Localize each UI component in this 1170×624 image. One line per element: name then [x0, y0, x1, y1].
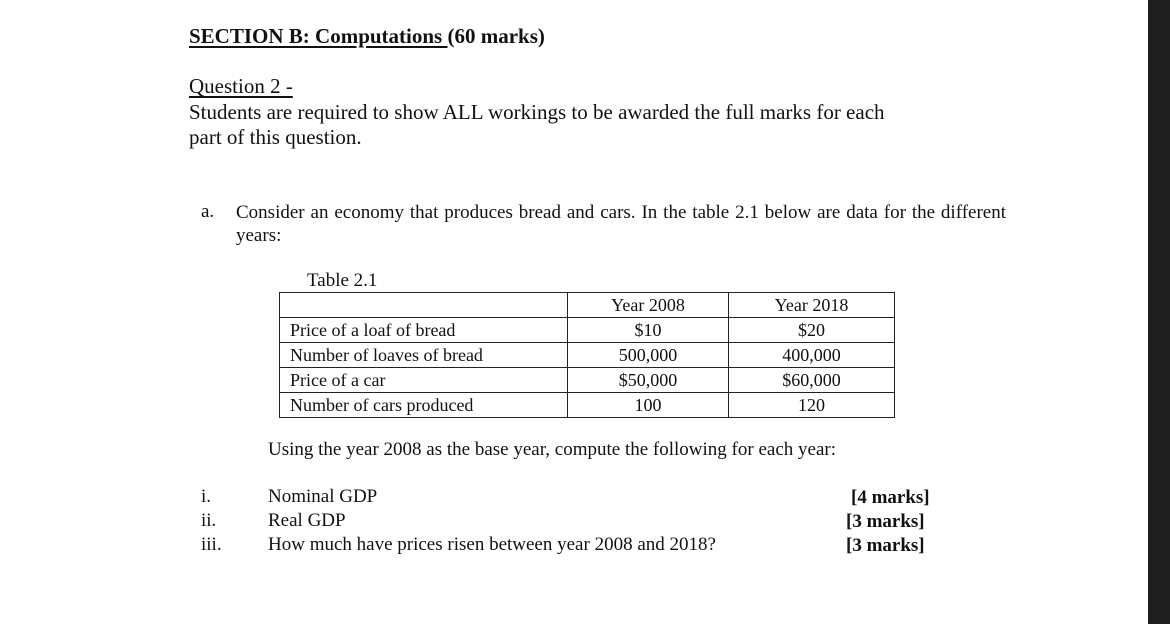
table-cell: $50,000 [568, 368, 729, 393]
subquestion-number: iii. [201, 534, 222, 555]
instructions-line-1: Students are required to show ALL workings to be awarded the full marks for each [189, 100, 885, 124]
table-cell: 400,000 [729, 343, 895, 368]
table-header-cell: Year 2008 [568, 293, 729, 318]
subquestion-marks: [4 marks] [851, 487, 930, 508]
table-cell: 500,000 [568, 343, 729, 368]
table-cell: $20 [729, 318, 895, 343]
table-cell: Number of cars produced [280, 393, 568, 418]
table-row [280, 343, 895, 368]
part-a-text: Consider an economy that produces bread and cars. In the table 2.1 below are data for the different years: [236, 202, 1006, 246]
subquestion-number: ii. [201, 510, 217, 531]
table-header-cell: Year 2018 [729, 293, 895, 318]
table-cell: 120 [729, 393, 895, 418]
subquestion-text: Real GDP [268, 510, 346, 531]
part-a-label: a. [201, 201, 215, 222]
subquestion-text: Nominal GDP [268, 486, 378, 507]
table-cell: 100 [568, 393, 729, 418]
subquestion-text: How much have prices risen between year 2008 and 2018? [268, 534, 716, 555]
table-row [280, 368, 895, 393]
table-header-row [280, 293, 895, 318]
table-cell: Price of a car [280, 368, 568, 393]
instructions-line-2: part of this question. [189, 125, 362, 149]
section-title-underlined: SECTION B: Computations [189, 24, 448, 48]
table-cell: Price of a loaf of bread [280, 318, 568, 343]
table-cell: $10 [568, 318, 729, 343]
table-row [280, 393, 895, 418]
table-header-cell [280, 293, 568, 318]
question-title: Question 2 - [189, 74, 293, 98]
data-table [279, 292, 895, 418]
table-row [280, 318, 895, 343]
section-title [189, 24, 545, 49]
subquestion-number: i. [201, 486, 212, 507]
table-caption: Table 2.1 [307, 270, 378, 291]
window-edge [1148, 0, 1170, 624]
subquestion-marks: [3 marks] [846, 535, 925, 556]
table-cell: $60,000 [729, 368, 895, 393]
marks-column [846, 486, 936, 558]
subquestion-marks: [3 marks] [846, 511, 925, 532]
table-cell: Number of loaves of bread [280, 343, 568, 368]
question-instructions [189, 100, 885, 150]
base-year-instruction: Using the year 2008 as the base year, compute the following for each year: [268, 439, 836, 460]
section-title-marks: (60 marks) [447, 24, 545, 48]
